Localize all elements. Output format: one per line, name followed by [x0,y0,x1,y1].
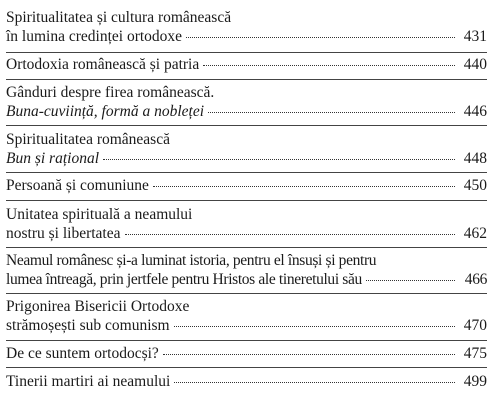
toc-page-number: 462 [463,225,487,242]
toc-entry-title-line: De ce suntem ortodocși? [6,345,159,362]
divider [6,125,487,126]
dot-leader [163,354,455,355]
dot-leader [186,37,455,38]
divider [6,200,487,201]
toc-entry-title-line: Prigonirea Bisericii Ortodoxe [6,298,190,315]
toc-entry-title-line: în lumina credinței ortodoxe [6,28,183,45]
toc-entry-title-line: nostru și libertatea [6,225,121,242]
divider [6,79,487,80]
toc-entry [6,130,487,168]
toc-page-number: 470 [463,317,487,334]
toc-entry-title-line: Neamul românesc și-a luminat istoria, pentru el însuși și pentru [6,252,377,269]
toc-page-number: 446 [463,103,487,120]
toc-entry-title-line: strămoșești sub comunism [6,317,170,334]
toc-entry-title-line: Unitatea spirituală a neamului [6,206,193,223]
toc-entry [6,176,487,195]
toc-page-number: 475 [463,345,487,362]
toc-entry-title-line: Gânduri despre firea românească. [6,84,215,101]
toc-entry-subtitle: Bun și rațional [6,150,100,167]
toc-entry-subtitle: Buna-cuviință, formă a nobleței [6,103,205,120]
toc-entry [6,344,487,363]
dot-leader [153,186,455,187]
dot-leader [125,234,456,235]
dot-leader [208,112,455,113]
toc-entry-title-line: Persoană și comuniune [6,177,149,194]
dot-leader [203,65,455,66]
dot-leader [174,382,455,383]
toc-entry [6,297,487,335]
toc-page-number: 440 [463,56,487,73]
toc-entry [6,251,487,289]
toc-entry [6,205,487,243]
toc-page-number: 450 [463,177,487,194]
divider [6,293,487,294]
toc-page-number: 466 [464,271,487,288]
toc-entry [6,83,487,121]
toc-entry-title-line: Tinerii martiri ai neamului [6,373,171,390]
toc-entry-title-line: Ortodoxia românească și patria [6,56,200,73]
dot-leader [366,280,455,281]
toc-entry [6,55,487,74]
toc-entry [6,372,487,391]
toc-entry-title-line: Spiritualitatea românească [6,131,170,148]
divider [6,247,487,248]
dot-leader [174,326,455,327]
divider [6,340,487,341]
divider [6,367,487,368]
toc-entry-title-line: lumea întreagă, prin jertfele pentru Hristos ale tineretului său [6,271,362,288]
toc-entry-title-line: Spiritualitatea și cultura românească [6,9,232,26]
divider [6,172,487,173]
toc-page-number: 499 [463,373,487,390]
toc-page-number: 431 [463,28,487,45]
toc-page-number: 448 [463,150,487,167]
toc-entry [6,8,487,46]
divider [6,52,487,53]
dot-leader [103,159,455,160]
